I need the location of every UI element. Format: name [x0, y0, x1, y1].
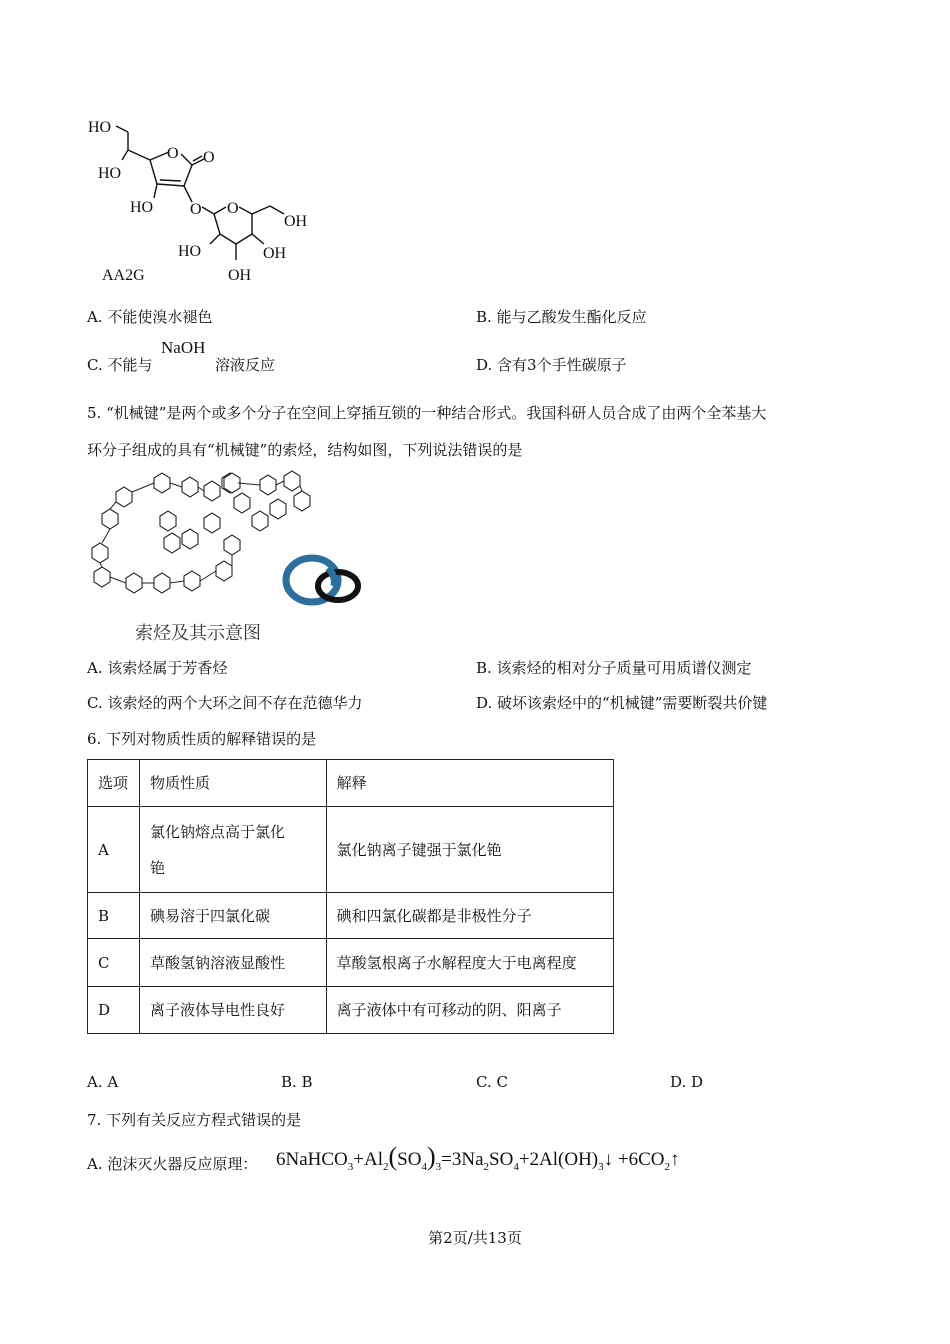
q7-option-a-label: A. 泡沫灭火器反应原理： — [87, 1155, 258, 1173]
q6-table — [87, 759, 614, 1034]
table-row: A 氯化钠熔点高于氯化 铯 氯化钠离子键强于氯化铯 — [88, 807, 614, 893]
q4-option-c: C. 不能与 — [87, 356, 153, 374]
q5-option-b: B. 该索烃的相对分子质量可用质谱仪测定 — [476, 659, 752, 677]
table-row: D 离子液体导电性良好 离子液体中有可移动的阴、阳离子 — [88, 987, 614, 1034]
q7-equation: $6NaHCO_3+Al_2(SO_4)_3=3Na_2SO_4+2Al(OH)_3↓$ $+6CO_2↑$ — [276, 1142, 680, 1173]
q5-stem-line1: 5. “机械键”是两个或多个分子在空间上穿插互锁的一种结合形式。我国科研人员合成了由两个全苯基大 — [87, 404, 767, 422]
label-oh-ch2: OH — [284, 213, 308, 230]
q4-option-d: D. 含有3个手性碳原子 — [476, 356, 627, 374]
q5-stem-line2: 环分子组成的具有“机械键”的索烃，结构如图，下列说法错误的是 — [87, 441, 523, 459]
header-option: 选项 — [88, 760, 140, 807]
q5-option-d: D. 破坏该索烃中的“机械键”需要断裂共价键 — [476, 694, 768, 712]
q4-option-b: B. 能与乙酸发生酯化反应 — [476, 308, 647, 326]
q4-naoh-formula: NaOH — [161, 338, 206, 357]
page-footer: 第2页/共13页 — [428, 1229, 522, 1247]
label-oh-bottom: OH — [228, 267, 252, 284]
q6-answer-d: D. D — [670, 1073, 704, 1091]
table-header-row — [88, 760, 614, 807]
q6-answer-c: C. C — [476, 1073, 508, 1091]
label-ho-ring: HO — [178, 243, 202, 260]
table-row: C 草酸氢钠溶液显酸性 草酸氢根离子水解程度大于电离程度 — [88, 939, 614, 987]
header-explanation: 解释 — [326, 760, 613, 807]
q4-option-a: A. 不能使溴水褪色 — [87, 308, 213, 326]
q7-stem: 7. 下列有关反应方程式错误的是 — [87, 1111, 302, 1129]
catenane-schematic-icon — [286, 558, 358, 602]
label-ho-top: HO — [88, 119, 112, 136]
label-oh-right: OH — [263, 245, 287, 262]
molecule-name: AA2G — [102, 267, 145, 284]
aa2g-structure — [80, 110, 340, 290]
q5-option-a: A. 该索烃属于芳香烃 — [87, 659, 228, 677]
q6-answer-b: B. B — [281, 1073, 313, 1091]
table-row: B 碘易溶于四氯化碳 碘和四氯化碳都是非极性分子 — [88, 893, 614, 939]
label-ho-3: HO — [130, 199, 154, 216]
q6-stem: 6. 下列对物质性质的解释错误的是 — [87, 730, 317, 748]
q6-answer-a: A. A — [87, 1073, 119, 1091]
label-carbonyl-o: O — [203, 149, 215, 166]
q5-option-c: C. 该索烃的两个大环之间不存在范德华力 — [87, 694, 363, 712]
label-ring-o: O — [167, 145, 179, 162]
label-pyran-o: O — [227, 200, 239, 217]
catenane-caption: 索烃及其示意图 — [135, 623, 261, 644]
q4-option-c-tail: 溶液反应 — [215, 356, 276, 374]
catenane-figure — [84, 468, 374, 616]
label-ho-2: HO — [98, 165, 122, 182]
label-link-o: O — [190, 201, 202, 218]
header-property: 物质性质 — [139, 760, 326, 807]
